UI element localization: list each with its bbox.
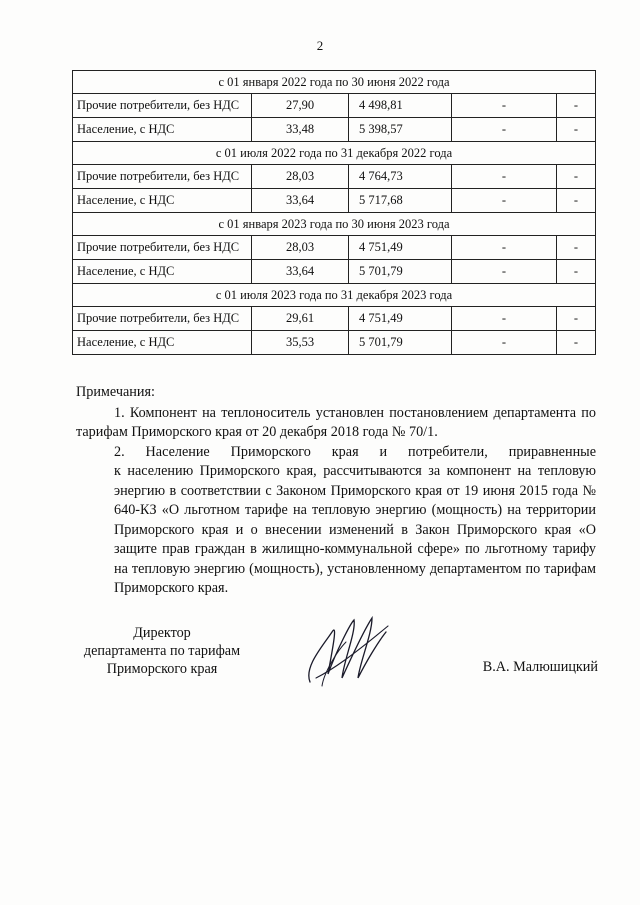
tariff-value-2: 4 764,73	[349, 165, 452, 189]
note-item-2-body: к населению Приморского края, рассчитываются за компонент на тепловую энергию в соответствии с Законом Приморского края от 19 июня 2015 года № 640-КЗ «О льготном тарифе на тепловую энергию (мощность) на территории Приморского края и о внесении изменений в Закон Приморского края «О защите прав граждан в жилищно-коммунальной сфере» по льготному тарифу на тепловую энергию (мощность), установленному департаментом по тарифам Приморского края.	[114, 463, 596, 596]
tariff-value-1: 28,03	[252, 236, 349, 260]
tariff-value-3: -	[452, 260, 557, 284]
tariff-value-2: 4 498,81	[349, 94, 452, 118]
table-row	[73, 260, 596, 284]
consumer-label: Население, с НДС	[73, 118, 252, 142]
tariff-value-4: -	[557, 165, 596, 189]
table-row	[73, 307, 596, 331]
table-row	[73, 165, 596, 189]
period-row	[73, 142, 596, 165]
tariff-value-1: 35,53	[252, 331, 349, 355]
consumer-label: Население, с НДС	[73, 260, 252, 284]
tariff-value-1: 27,90	[252, 94, 349, 118]
tariff-value-1: 33,64	[252, 189, 349, 213]
period-label: с 01 июля 2023 года по 31 декабря 2023 года	[73, 284, 596, 307]
tariff-value-1: 29,61	[252, 307, 349, 331]
signatory-title-line-3: Приморского края	[106, 661, 218, 677]
tariff-value-3: -	[452, 236, 557, 260]
tariff-value-1: 33,64	[252, 260, 349, 284]
signatory-title-line-2: департамента по тарифам	[83, 643, 241, 659]
tariff-value-4: -	[557, 236, 596, 260]
consumer-label: Прочие потребители, без НДС	[73, 307, 252, 331]
tariff-value-4: -	[557, 118, 596, 142]
tariff-value-1: 28,03	[252, 165, 349, 189]
handwritten-signature-icon	[302, 612, 392, 692]
tariff-value-1: 33,48	[252, 118, 349, 142]
tariff-table	[72, 70, 596, 355]
tariff-value-2: 5 701,79	[349, 260, 452, 284]
period-label: с 01 июля 2022 года по 31 декабря 2022 года	[73, 142, 596, 165]
tariff-value-3: -	[452, 307, 557, 331]
period-row	[73, 213, 596, 236]
consumer-label: Население, с НДС	[73, 189, 252, 213]
table-row	[73, 118, 596, 142]
consumer-label: Прочие потребители, без НДС	[73, 94, 252, 118]
period-label: с 01 января 2023 года по 30 июня 2023 года	[73, 213, 596, 236]
signature-block	[72, 624, 602, 704]
tariff-value-3: -	[452, 165, 557, 189]
table-row	[73, 236, 596, 260]
tariff-value-2: 5 701,79	[349, 331, 452, 355]
tariff-value-2: 4 751,49	[349, 236, 452, 260]
tariff-value-3: -	[452, 118, 557, 142]
consumer-label: Население, с НДС	[73, 331, 252, 355]
tariff-value-3: -	[452, 94, 557, 118]
table-row	[73, 189, 596, 213]
note-item-2-first-line: 2. Население Приморского края и потребители, приравненные	[114, 443, 596, 460]
tariff-value-3: -	[452, 189, 557, 213]
tariff-value-4: -	[557, 307, 596, 331]
tariff-value-2: 4 751,49	[349, 307, 452, 331]
tariff-value-2: 5 398,57	[349, 118, 452, 142]
consumer-label: Прочие потребители, без НДС	[73, 236, 252, 260]
period-label: с 01 января 2022 года по 30 июня 2022 года	[73, 71, 596, 94]
note-item-1: 1. Компонент на теплоноситель установлен постановлением департамента по тарифам Приморского края от 20 декабря 2018 года № 70/1.	[76, 404, 596, 440]
signatory-title-line-1: Директор	[133, 625, 191, 641]
notes-block	[76, 383, 596, 599]
table-row	[73, 331, 596, 355]
signatory-name: В.А. Малюшицкий	[482, 659, 598, 675]
tariff-value-4: -	[557, 189, 596, 213]
tariff-value-4: -	[557, 260, 596, 284]
consumer-label: Прочие потребители, без НДС	[73, 165, 252, 189]
signatory-title	[72, 624, 252, 678]
tariff-value-4: -	[557, 331, 596, 355]
table-row	[73, 94, 596, 118]
tariff-value-4: -	[557, 94, 596, 118]
notes-heading: Примечания:	[76, 384, 155, 400]
period-row	[73, 284, 596, 307]
tariff-value-2: 5 717,68	[349, 189, 452, 213]
tariff-value-3: -	[452, 331, 557, 355]
period-row	[73, 71, 596, 94]
page-number: 2	[316, 38, 324, 53]
